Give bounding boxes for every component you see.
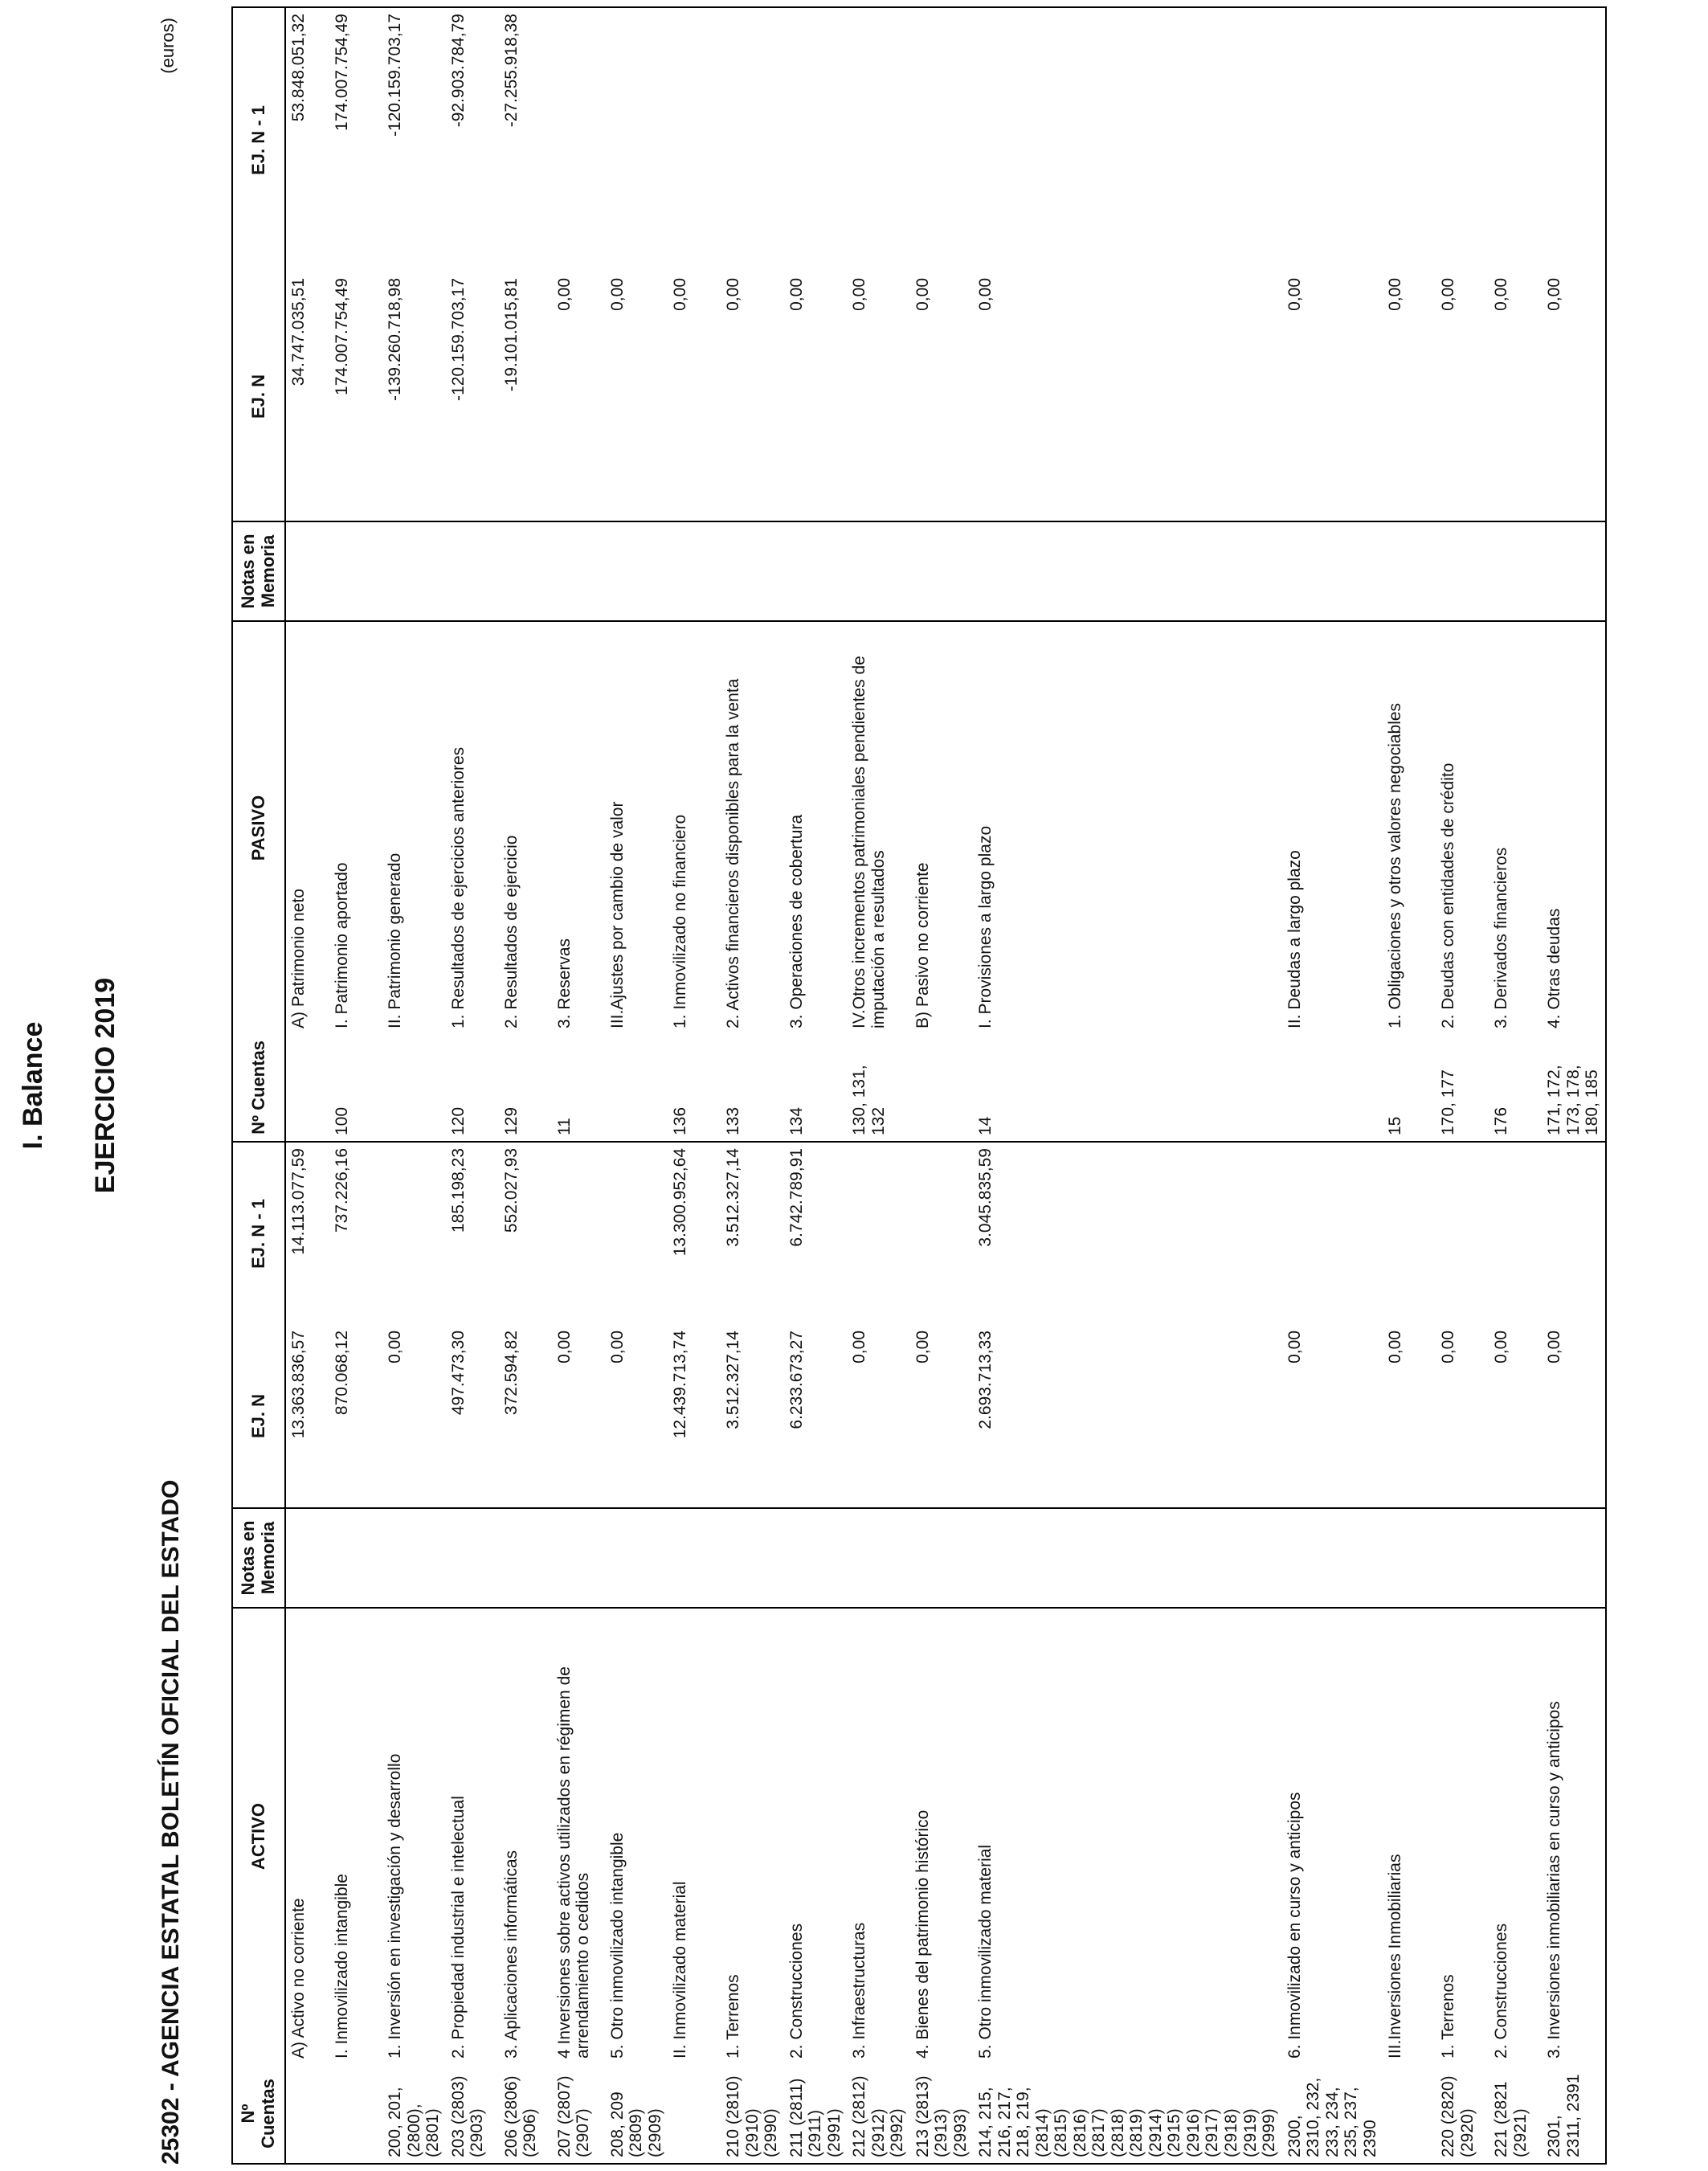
cell-cuentas-pasivo [910, 1034, 974, 1142]
table-row [910, 7, 974, 2164]
cell-ejn1-pasivo [973, 7, 1281, 272]
cell-notas-activo [973, 1508, 1281, 1608]
cell-ejn1-activo [605, 1142, 668, 1325]
table-row [382, 7, 446, 2164]
table-row [1489, 7, 1542, 2164]
cell-ejn1-pasivo [1489, 7, 1542, 272]
cell-activo-concept: 5. Otro inmovilizado material [976, 1844, 995, 2059]
col-header-cuentas-pasivo: Nº Cuentas [232, 1034, 285, 1142]
cell-ejn1-pasivo: 174.007.754,49 [329, 7, 382, 272]
cell-ejn1-activo: 14.113.077,59 [289, 1148, 308, 1255]
table-row [499, 7, 552, 2164]
table-row [973, 7, 1281, 2164]
table-row [847, 7, 910, 2164]
cell-ejn1-activo: 185.198,23 [448, 1148, 468, 1233]
cell-ejn-pasivo: 0,00 [784, 272, 848, 521]
cell-activo-concept: III.Inversiones Inmobiliarias [1386, 1854, 1405, 2059]
cell-cuentas-pasivo: 14 [973, 1034, 1281, 1142]
cell-ejn-activo: 0,00 [1436, 1325, 1489, 1508]
cell-cuentas-activo [1383, 2064, 1436, 2164]
cell-notas-pasivo [552, 521, 605, 621]
cell-activo-concept: 5. Otro inmovilizado intangible [607, 1832, 627, 2059]
cell-ejn-pasivo: 174.007.754,49 [329, 272, 382, 521]
cell-cuentas-pasivo [1282, 1034, 1383, 1142]
cell-cuentas-pasivo: 133 [721, 1034, 784, 1142]
cell-ejn1-activo: 3.512.327,14 [724, 1148, 743, 1247]
cell-pasivo-concept: III.Ajustes por cambio de valor [607, 801, 627, 1028]
cell-ejn-pasivo: 0,00 [668, 272, 721, 521]
cell-ejn-activo: 497.473,30 [446, 1325, 499, 1508]
cell-notas-pasivo [329, 521, 382, 621]
cell-notas-activo [552, 1508, 605, 1608]
cell-notas-activo [499, 1508, 552, 1608]
cell-notas-pasivo [910, 521, 974, 621]
cell-pasivo-concept: II. Patrimonio generado [386, 852, 404, 1028]
cell-cuentas-activo [668, 2064, 721, 2164]
cell-cuentas-pasivo: 120 [446, 1034, 499, 1142]
cell-ejn-activo: 0,00 [1282, 1325, 1383, 1508]
cell-activo-concept: 4. Bienes del patrimonio histórico [913, 1809, 932, 2059]
cell-activo-concept: A) Activo no corriente [289, 1898, 308, 2059]
cell-ejn-activo: 0,00 [382, 1325, 446, 1508]
cell-ejn-pasivo: -120.159.703,17 [446, 272, 499, 521]
cell-cuentas-pasivo: 170, 177 [1436, 1034, 1489, 1142]
cell-ejn-pasivo: 0,00 [910, 272, 974, 521]
cell-cuentas-activo [285, 2064, 329, 2164]
cell-ejn-activo: 3.512.327,14 [721, 1325, 784, 1508]
cell-pasivo-concept: 1. Inmovilizado no financiero [671, 814, 690, 1028]
cell-activo-concept: 1. Terrenos [1439, 1974, 1458, 2059]
cell-pasivo-concept: A) Patrimonio neto [289, 889, 308, 1028]
cell-cuentas-pasivo: 15 [1383, 1034, 1436, 1142]
cell-notas-activo [1383, 1508, 1436, 1608]
cell-ejn1-pasivo [1383, 7, 1436, 272]
cell-ejn1-activo: 6.742.789,91 [787, 1148, 806, 1247]
cell-notas-pasivo [446, 521, 499, 621]
cell-ejn-activo: 0,00 [1542, 1325, 1606, 1508]
cell-ejn-pasivo: 0,00 [552, 272, 605, 521]
cell-cuentas-pasivo: 136 [668, 1034, 721, 1142]
cell-activo-concept: 4 Inversiones sobre activos utilizados en régimen de arrendamiento o cedidos [554, 1666, 593, 2059]
cell-notas-activo [668, 1508, 721, 1608]
cell-ejn1-pasivo [721, 7, 784, 272]
cell-ejn1-activo [1489, 1142, 1542, 1325]
cell-ejn-activo: 13.363.836,57 [285, 1325, 329, 1508]
col-header-ejn-activo: EJ. N [232, 1325, 285, 1508]
col-header-notas-activo: Notas en Memoria [232, 1508, 285, 1608]
cell-notas-activo [847, 1508, 910, 1608]
cell-cuentas-pasivo: 171, 172, 173, 178, 180, 185 [1542, 1034, 1606, 1142]
col-header-notas-pasivo: Notas en Memoria [232, 521, 285, 621]
cell-notas-activo [285, 1508, 329, 1608]
cell-pasivo-concept: 1. Obligaciones y otros valores negociables [1386, 702, 1405, 1028]
table-row [784, 7, 848, 2164]
balance-table [231, 6, 1607, 2165]
cell-pasivo-concept: 1. Resultados de ejercicios anteriores [448, 746, 468, 1028]
cell-cuentas-activo: 200, 201, (2800), (2801) [382, 2064, 446, 2164]
cell-activo-concept: 3. Infraestructuras [850, 1922, 869, 2059]
cell-ejn1-activo [847, 1142, 910, 1325]
col-header-ejn-pasivo: EJ. N [232, 272, 285, 521]
cell-cuentas-pasivo [285, 1034, 329, 1142]
cell-pasivo-concept: I. Provisiones a largo plazo [976, 825, 995, 1028]
cell-ejn1-activo [1436, 1142, 1489, 1325]
cell-cuentas-pasivo: 129 [499, 1034, 552, 1142]
currency-unit: (euros) [157, 18, 178, 74]
cell-notas-pasivo [285, 521, 329, 621]
cell-ejn1-pasivo [605, 7, 668, 272]
cell-cuentas-activo: 213 (2813) (2913) (2993) [910, 2064, 974, 2164]
cell-ejn1-pasivo: 53.848.051,32 [285, 7, 329, 272]
cell-cuentas-activo: 2301, 2311, 2391 [1542, 2064, 1606, 2164]
cell-pasivo-concept: IV.Otros incrementos patrimoniales pendientes de imputación a resultados [850, 656, 888, 1028]
cell-ejn-pasivo: 0,00 [605, 272, 668, 521]
cell-ejn1-pasivo [552, 7, 605, 272]
cell-ejn1-activo: 552.027,93 [501, 1148, 521, 1233]
cell-notas-activo [382, 1508, 446, 1608]
table-row [668, 7, 721, 2164]
cell-pasivo-concept: II. Deudas a largo plazo [1285, 850, 1304, 1028]
table-row [329, 7, 382, 2164]
cell-activo-concept: 1. Terrenos [724, 1974, 743, 2059]
cell-notas-pasivo [668, 521, 721, 621]
cell-ejn-activo: 0,00 [910, 1325, 974, 1508]
cell-ejn-activo: 0,00 [847, 1325, 910, 1508]
cell-notas-pasivo [499, 521, 552, 621]
cell-pasivo-concept: 3. Operaciones de cobertura [787, 814, 806, 1028]
cell-cuentas-pasivo: 100 [329, 1034, 382, 1142]
col-header-ejn1-activo: EJ. N - 1 [232, 1142, 285, 1325]
cell-ejn-activo: 0,00 [1383, 1325, 1436, 1508]
cell-ejn-pasivo: 0,00 [1542, 272, 1606, 521]
cell-cuentas-activo: 208, 209 (2809) (2909) [605, 2064, 668, 2164]
cell-activo-concept: 1. Inversión en investigación y desarrollo [386, 1753, 404, 2059]
cell-ejn-activo: 0,00 [1489, 1325, 1542, 1508]
cell-ejn1-activo [1383, 1142, 1436, 1325]
cell-ejn-pasivo: 0,00 [973, 272, 1281, 521]
cell-notas-pasivo [1282, 521, 1383, 621]
cell-ejn1-pasivo: -120.159.703,17 [382, 7, 446, 272]
cell-activo-concept: 2. Construcciones [787, 1923, 806, 2059]
cell-pasivo-concept: 3. Reservas [554, 938, 574, 1028]
cell-cuentas-activo: 212 (2812) (2912) (2992) [847, 2064, 910, 2164]
cell-ejn1-activo: 13.300.952,64 [671, 1148, 690, 1257]
table-row [1282, 7, 1383, 2164]
cell-cuentas-activo: 220 (2820) (2920) [1436, 2064, 1489, 2164]
cell-ejn-activo: 6.233.673,27 [784, 1325, 848, 1508]
cell-notas-activo [329, 1508, 382, 1608]
table-row [721, 7, 784, 2164]
table-row [1542, 7, 1606, 2164]
cell-cuentas-activo: 207 (2807) (2907) [552, 2064, 605, 2164]
cell-ejn-pasivo: 0,00 [721, 272, 784, 521]
cell-cuentas-activo: 206 (2806) (2906) [499, 2064, 552, 2164]
cell-ejn1-pasivo [668, 7, 721, 272]
cell-notas-activo [1542, 1508, 1606, 1608]
cell-notas-activo [1282, 1508, 1383, 1608]
cell-ejn1-activo [1282, 1142, 1383, 1325]
cell-ejn-pasivo: 0,00 [1383, 272, 1436, 521]
cell-cuentas-activo: 211 (2811) (2911) (2991) [784, 2064, 848, 2164]
cell-pasivo-concept: 4. Otras deudas [1542, 621, 1606, 1034]
cell-notas-pasivo [382, 521, 446, 621]
cell-ejn1-activo: 3.045.835,59 [976, 1148, 995, 1247]
cell-notas-pasivo [605, 521, 668, 621]
cell-activo-concept: 3. Aplicaciones informáticas [501, 1850, 521, 2059]
cell-pasivo-concept: 2. Deudas con entidades de crédito [1439, 763, 1458, 1028]
cell-pasivo-concept: I. Patrimonio aportado [333, 862, 351, 1028]
cell-ejn1-pasivo [1542, 7, 1606, 272]
cell-ejn1-activo [910, 1142, 974, 1325]
cell-notas-pasivo [1436, 521, 1489, 621]
cell-cuentas-pasivo: 11 [552, 1034, 605, 1142]
cell-cuentas-activo: 210 (2810) (2910) (2990) [721, 2064, 784, 2164]
cell-notas-activo [1436, 1508, 1489, 1608]
cell-cuentas-activo: 2300, 2310, 232, 233, 234, 235, 237, 2390 [1282, 2064, 1383, 2164]
cell-ejn1-pasivo [910, 7, 974, 272]
cell-activo-concept: 2. Construcciones [1492, 1923, 1511, 2059]
col-header-pasivo: PASIVO [232, 621, 285, 1034]
cell-notas-pasivo [784, 521, 848, 621]
cell-notas-pasivo [847, 521, 910, 621]
table-row [446, 7, 499, 2164]
cell-cuentas-pasivo: 130, 131, 132 [847, 1034, 910, 1142]
cell-ejn-pasivo: 0,00 [1436, 272, 1489, 521]
cell-activo-concept: 2. Propiedad industrial e intelectual [448, 1796, 468, 2059]
cell-activo-concept: I. Inmovilizado intangible [333, 1874, 351, 2059]
cell-notas-activo [784, 1508, 848, 1608]
cell-cuentas-activo [329, 2064, 382, 2164]
cell-ejn-pasivo: 0,00 [1282, 272, 1383, 521]
cell-notas-pasivo [1542, 521, 1606, 621]
cell-ejn-activo: 870.068,12 [329, 1325, 382, 1508]
cell-notas-activo [446, 1508, 499, 1608]
cell-ejn-pasivo: -19.101.015,81 [499, 272, 552, 521]
cell-ejn-activo: 372.594,82 [499, 1325, 552, 1508]
cell-notas-activo [1489, 1508, 1542, 1608]
cell-ejn-activo: 12.439.713,74 [668, 1325, 721, 1508]
cell-ejn-activo: 0,00 [552, 1325, 605, 1508]
cell-notas-activo [910, 1508, 974, 1608]
cell-ejn-activo: 2.693.713,33 [973, 1325, 1281, 1508]
table-row [285, 7, 329, 2164]
cell-activo-concept: 6. Inmovilizado en curso y anticipos [1285, 1792, 1304, 2059]
cell-pasivo-concept: 2. Activos financieros disponibles para la venta [724, 678, 743, 1028]
cell-ejn-pasivo: 34.747.035,51 [285, 272, 329, 521]
cell-cuentas-pasivo [605, 1034, 668, 1142]
cell-cuentas-pasivo [382, 1034, 446, 1142]
cell-ejn1-pasivo: -27.255.918,38 [499, 7, 552, 272]
table-header-row [232, 7, 285, 2164]
cell-ejn1-pasivo: -92.903.784,79 [446, 7, 499, 272]
cell-ejn1-pasivo [784, 7, 848, 272]
col-header-cuentas-activo: Nº Cuentas [232, 2064, 285, 2164]
fiscal-year-heading: EJERCICIO 2019 [90, 977, 121, 1194]
cell-cuentas-activo: 214, 215, 216, 217, 218, 219, (2814) (2815) (2816) (2817) (2818) (2819) (2914) (2915) (2916) (2917) (2918) (2919) (2999) [973, 2064, 1281, 2164]
cell-ejn1-activo: 737.226,16 [333, 1148, 351, 1233]
col-header-ejn1-pasivo: EJ. N - 1 [232, 7, 285, 272]
entity-name: 25302 - AGENCIA ESTATAL BOLETÍN OFICIAL DEL ESTADO [157, 1479, 184, 2165]
cell-notas-pasivo [973, 521, 1281, 621]
cell-ejn1-activo [552, 1142, 605, 1325]
cell-notas-activo [721, 1508, 784, 1608]
report-title: I. Balance [18, 1021, 48, 1150]
cell-pasivo-concept: B) Pasivo no corriente [913, 862, 932, 1028]
cell-ejn-pasivo: -139.260.718,98 [382, 272, 446, 521]
cell-notas-pasivo [1489, 521, 1542, 621]
cell-ejn1-activo [382, 1142, 446, 1325]
cell-cuentas-activo: 203 (2803) (2903) [446, 2064, 499, 2164]
cell-ejn-pasivo: 0,00 [1489, 272, 1542, 521]
cell-ejn-pasivo: 0,00 [847, 272, 910, 521]
cell-ejn1-activo [1542, 1142, 1606, 1325]
cell-cuentas-pasivo: 176 [1489, 1034, 1542, 1142]
table-row [552, 7, 605, 2164]
cell-pasivo-concept: 2. Resultados de ejercicio [501, 835, 521, 1028]
cell-activo-concept: 3. Inversiones inmobiliarias en curso y anticipos [1542, 1608, 1606, 2064]
cell-ejn-activo: 0,00 [605, 1325, 668, 1508]
table-row [605, 7, 668, 2164]
cell-pasivo-concept: 3. Derivados financieros [1492, 847, 1511, 1028]
cell-activo-concept: II. Inmovilizado material [671, 1881, 690, 2059]
table-row [1383, 7, 1436, 2164]
cell-ejn1-pasivo [847, 7, 910, 272]
cell-ejn1-pasivo [1282, 7, 1383, 272]
cell-notas-pasivo [721, 521, 784, 621]
cell-notas-pasivo [1383, 521, 1436, 621]
cell-cuentas-pasivo: 134 [784, 1034, 848, 1142]
col-header-activo: ACTIVO [232, 1608, 285, 2064]
table-row [1436, 7, 1489, 2164]
cell-cuentas-activo: 221 (2821 (2921) [1489, 2064, 1542, 2164]
cell-ejn1-pasivo [1436, 7, 1489, 272]
cell-notas-activo [605, 1508, 668, 1608]
